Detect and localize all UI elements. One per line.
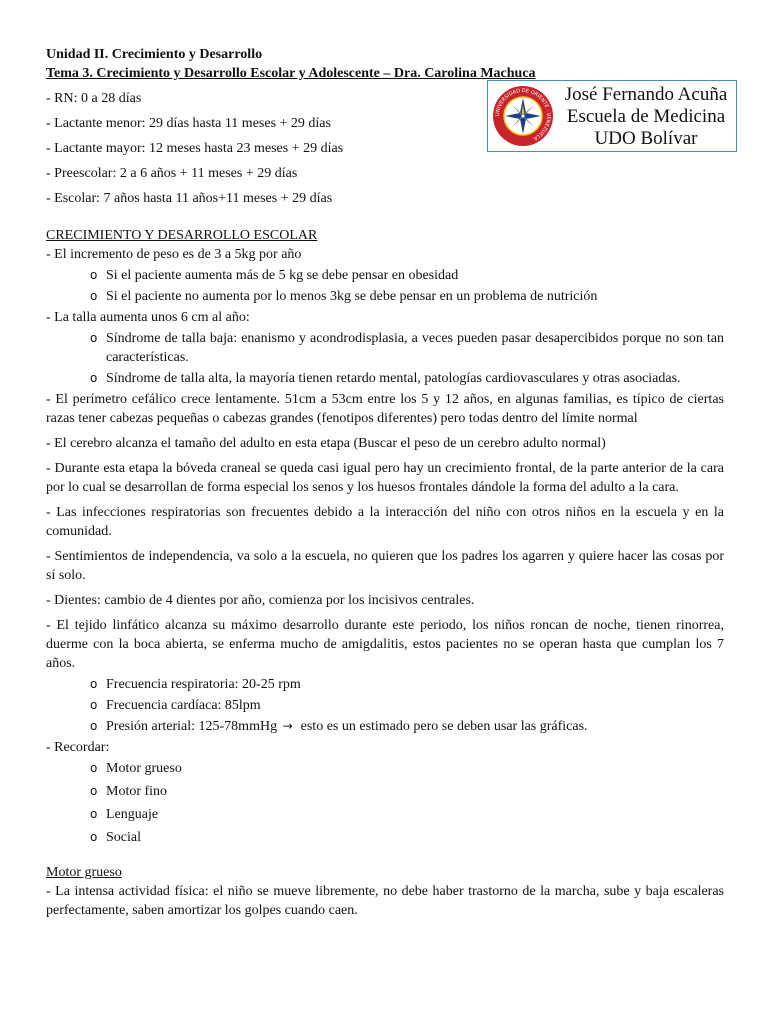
list-item: o Motor fino [90, 782, 724, 801]
list-item [90, 717, 724, 736]
bullet-list [46, 759, 724, 847]
list-item: o Si el paciente aumenta más de 5 kg se debe pensar en obesidad [90, 266, 724, 285]
age-group-item: - Lactante menor: 29 días hasta 11 meses + 29 días [46, 116, 331, 131]
list-item: o Social [90, 828, 724, 847]
age-groups-list [46, 89, 724, 208]
paragraph: - Durante esta etapa la bóveda craneal se queda casi igual pero hay un crecimiento frontal, de la parte anterior de la cara por lo cual se desarrollan de forma especial los senos y los huesos frontales dándole la forma del adulto a la cara. [46, 461, 724, 495]
arrow-right-icon: → [282, 719, 293, 733]
vitals-list [46, 675, 724, 736]
paragraph: - El tejido linfático alcanza su máximo desarrollo durante este periodo, los niños roncan de noche, tienen rinorrea, duerme con la boca abierta, se enferma mucho de amigdalitis, estos pacientes no se operan hasta que cumplan los 7 años. [46, 618, 724, 671]
section-heading: Motor grueso [46, 865, 122, 880]
logo-university: UDO Bolívar [594, 128, 698, 149]
list-item: o Frecuencia cardíaca: 85lpm [90, 696, 724, 715]
age-group-item: - Escolar: 7 años hasta 11 años+11 meses + 29 días [46, 191, 333, 206]
paragraph: - Recordar: [46, 740, 110, 755]
paragraph: - La intensa actividad física: el niño se mueve libremente, no debe haber trastorno de la marcha, sube y baja escaleras perfectamente, saben amortizar los golpes cuando caen. [46, 884, 724, 918]
seal-text: UNIVERSIDAD DE ORIENTE · VENEZUELA [494, 87, 552, 142]
list-item: o Si el paciente no aumenta por lo menos 3kg se debe pensar en un problema de nutrición [90, 287, 724, 306]
paragraph: - El cerebro alcanza el tamaño del adulto en esta etapa (Buscar el peso de un cerebro adulto normal) [46, 436, 606, 451]
age-group-item: - RN: 0 a 28 días [46, 91, 142, 106]
document-page [46, 45, 724, 920]
list-item: o Lenguaje [90, 805, 724, 824]
section-heading: CRECIMIENTO Y DESARROLLO ESCOLAR [46, 228, 318, 243]
unit-title: Unidad II. Crecimiento y Desarrollo [46, 47, 263, 62]
age-group-item: - Lactante mayor: 12 meses hasta 23 meses + 29 días [46, 141, 344, 156]
paragraph: - Dientes: cambio de 4 dientes por año, comienza por los incisivos centrales. [46, 593, 475, 608]
bullet-list [46, 329, 724, 388]
list-item: o Síndrome de talla baja: enanismo y acondrodisplasia, a veces pueden pasar desapercibidos porque no son tan características. [90, 329, 724, 367]
age-group-item: - Preescolar: 2 a 6 años + 11 meses + 29 días [46, 166, 298, 181]
paragraph: - La talla aumenta unos 6 cm al año: [46, 310, 250, 325]
logo-author-name: José Fernando Acuña [564, 84, 728, 105]
logo-school: Escuela de Medicina [566, 106, 726, 127]
pressure-note: esto es un estimado pero se deben usar las gráficas. [300, 719, 588, 734]
bullet-list [46, 266, 724, 306]
paragraph: - El perímetro cefálico crece lentamente. 51cm a 53cm entre los 5 y 12 años, en algunas familias, es típico de ciertas razas tener cabezas pequeñas o cabezas grandes (fenotipos diferentes) pero todas dentro del límite normal [46, 392, 724, 426]
list-item: o Frecuencia respiratoria: 20-25 rpm [90, 675, 724, 694]
paragraph: - El incremento de peso es de 3 a 5kg por año [46, 247, 302, 262]
topic-title: Tema 3. Crecimiento y Desarrollo Escolar y Adolescente – Dra. Carolina Machuca [46, 66, 536, 81]
list-item: o Síndrome de talla alta, la mayoría tienen retardo mental, patologías cardiovasculares y otras asociadas. [90, 369, 724, 388]
paragraph: - Sentimientos de independencia, va solo a la escuela, no quieren que los padres los agarren y quiere hacer las cosas por sí solo. [46, 549, 724, 583]
list-item: o Motor grueso [90, 759, 724, 778]
paragraph: - Las infecciones respiratorias son frecuentes debido a la interacción del niño con otros niños en la escuela y en la comunidad. [46, 505, 724, 539]
pressure-label: Presión arterial: 125-78mmHg [106, 719, 278, 734]
